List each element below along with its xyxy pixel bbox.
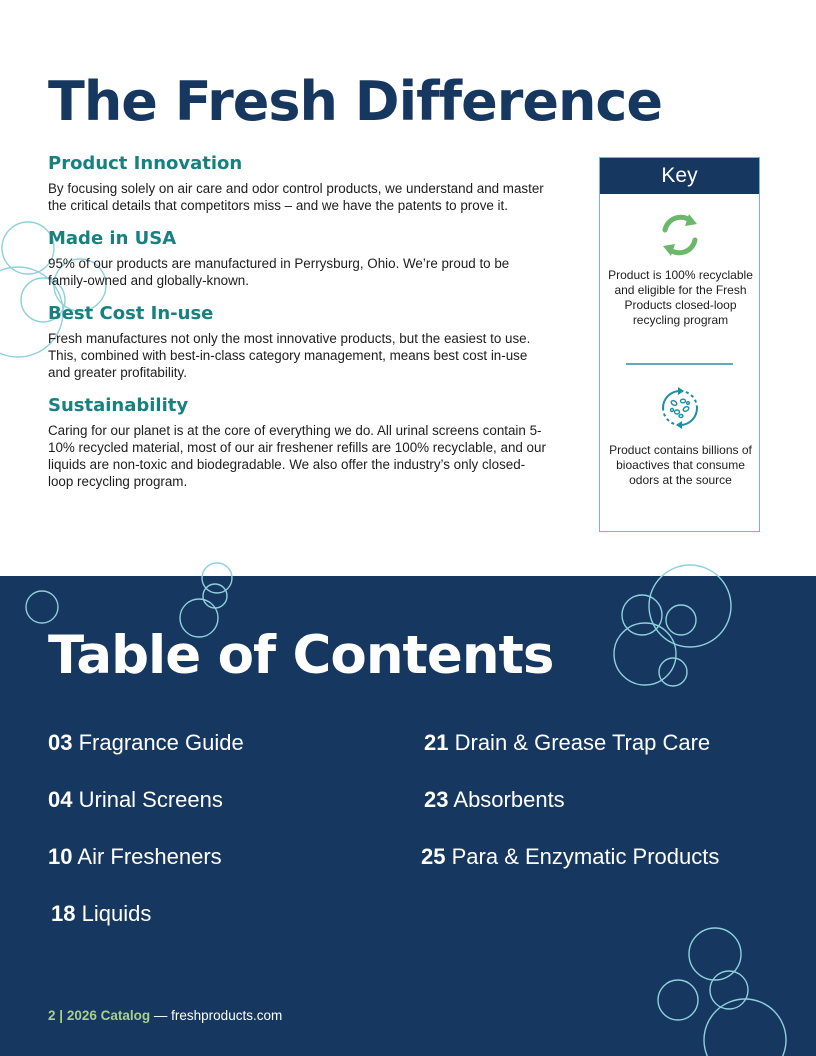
feature-sections: [48, 153, 548, 504]
section-heading: Best Cost In-use: [48, 303, 214, 324]
toc-item-fragrance-guide[interactable]: [48, 730, 244, 756]
toc-page-number: 23: [424, 787, 449, 812]
toc-label: Air Fresheners: [77, 844, 222, 869]
toc-label: Para & Enzymatic Products: [451, 844, 720, 869]
section-heading: Made in USA: [48, 228, 177, 249]
section-sustainability: [48, 395, 548, 490]
toc-page-number: 21: [424, 730, 449, 755]
page-number: 2: [48, 1008, 56, 1023]
toc-item-drain-grease-trap-care[interactable]: [424, 730, 710, 756]
website-link[interactable]: freshproducts.com: [171, 1008, 283, 1023]
toc-item-absorbents[interactable]: [424, 787, 565, 813]
toc-label: Urinal Screens: [78, 787, 223, 812]
section-body: Caring for our planet is at the core of everything we do. All urinal screens contain 5-10% recycled material, most of our air freshener refills are 100% recyclable, and our liquids are non-toxic and biodegradable. We also offer the industry’s only closed-loop recycling program.: [48, 423, 546, 489]
section-body: 95% of our products are manufactured in Perrysburg, Ohio. We’re proud to be family-owned and globally-known.: [48, 256, 510, 288]
bioactives-icon: [655, 383, 705, 433]
section-best-cost-in-use: [48, 303, 548, 381]
toc-label: Absorbents: [453, 787, 565, 812]
section-body: By focusing solely on air care and odor control products, we understand and master the critical details that competitors miss – and we have the patents to prove it.: [48, 181, 544, 213]
toc-item-liquids[interactable]: [51, 901, 151, 927]
section-heading: Product Innovation: [48, 153, 243, 174]
toc-page-number: 03: [48, 730, 73, 755]
footer-separator: |: [59, 1008, 64, 1023]
section-made-in-usa: [48, 228, 548, 289]
key-header: Key: [600, 158, 759, 194]
toc-item-urinal-screens[interactable]: [48, 787, 223, 813]
recycle-icon: [655, 210, 705, 260]
toc-label: Liquids: [81, 901, 152, 926]
footer-dash: —: [153, 1008, 168, 1023]
toc-item-air-fresheners[interactable]: [48, 844, 222, 870]
key-legend: [599, 157, 760, 532]
section-heading: Sustainability: [48, 395, 189, 416]
page-footer: [48, 1008, 282, 1023]
toc-label: Fragrance Guide: [78, 730, 244, 755]
page-title: The Fresh Difference: [48, 70, 663, 133]
toc-page-number: 04: [48, 787, 73, 812]
key-divider: [626, 363, 733, 365]
toc-label: Drain & Grease Trap Care: [454, 730, 711, 755]
section-body: Fresh manufactures not only the most innovative products, but the easiest to use. This, combined with best-in-class category management, means best cost in-use and greater profitability.: [48, 331, 531, 380]
key-bioactives-text: Product contains billions of bioactives that consume odors at the source: [609, 443, 752, 487]
toc-page-number: 10: [48, 844, 73, 869]
toc-page-number: 18: [51, 901, 76, 926]
toc-title: Table of Contents: [48, 625, 554, 686]
toc-page-number: 25: [421, 844, 446, 869]
key-recycle-text: Product is 100% recyclable and eligible for the Fresh Products closed-loop recycling program: [608, 268, 753, 327]
catalog-label: 2026 Catalog: [66, 1008, 151, 1023]
toc-item-para-enzymatic-products[interactable]: [421, 844, 719, 870]
section-product-innovation: [48, 153, 548, 214]
